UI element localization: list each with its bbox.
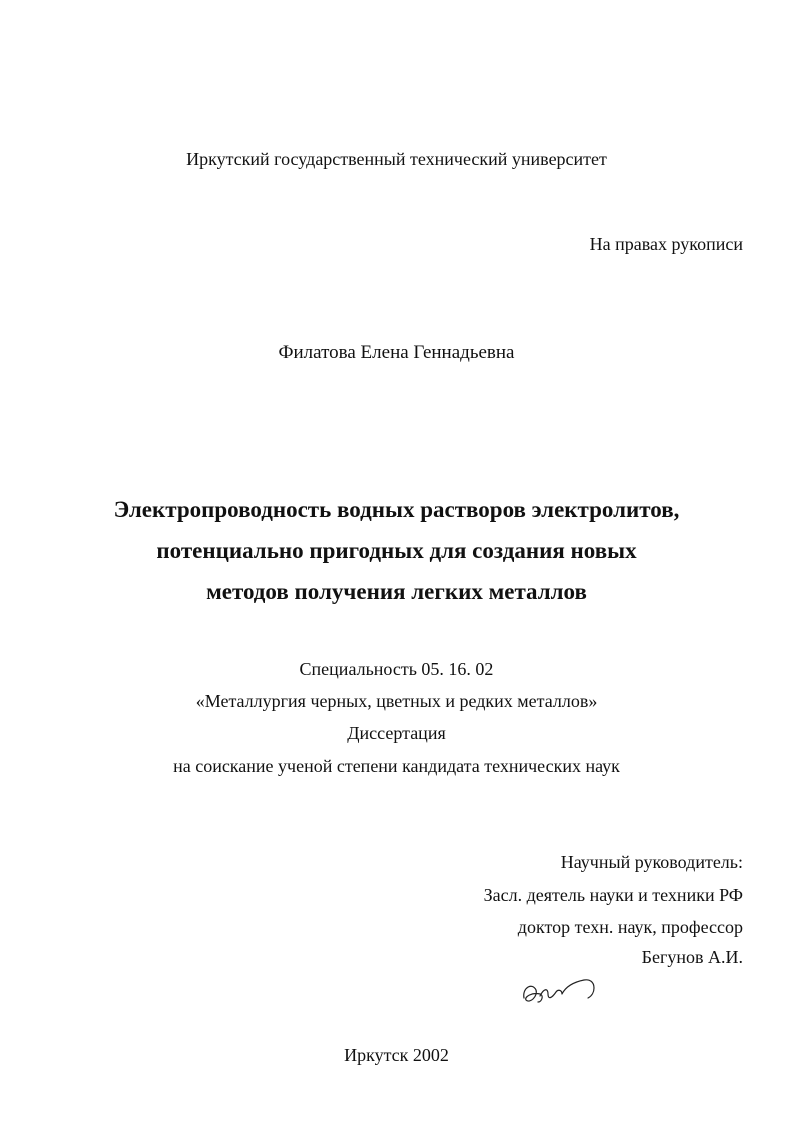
specialty-code: Специальность 05. 16. 02 xyxy=(299,659,494,679)
signature-icon xyxy=(518,970,598,1012)
advisor-degree: доктор техн. наук, профессор xyxy=(517,917,743,937)
advisor-honor: Засл. деятель науки и техники РФ xyxy=(483,885,743,905)
advisor-name: Бегунов А.И. xyxy=(641,947,743,967)
title-line-1: Электропроводность водных растворов электролитов, xyxy=(113,497,680,522)
advisor-label: Научный руководитель: xyxy=(560,852,743,872)
institution-name: Иркутский государственный технический университет xyxy=(186,149,607,169)
title-line-2: потенциально пригодных для создания новых xyxy=(156,538,637,563)
specialty-name: «Металлургия черных, цветных и редких металлов» xyxy=(195,691,598,711)
manuscript-note: На правах рукописи xyxy=(589,234,743,254)
city-year: Иркутск 2002 xyxy=(344,1045,449,1065)
title-line-3: методов получения легких металлов xyxy=(206,579,587,604)
degree-line: на соискание ученой степени кандидата технических наук xyxy=(173,756,620,776)
document-type: Диссертация xyxy=(347,723,446,743)
author-name: Филатова Елена Геннадьевна xyxy=(278,342,515,363)
